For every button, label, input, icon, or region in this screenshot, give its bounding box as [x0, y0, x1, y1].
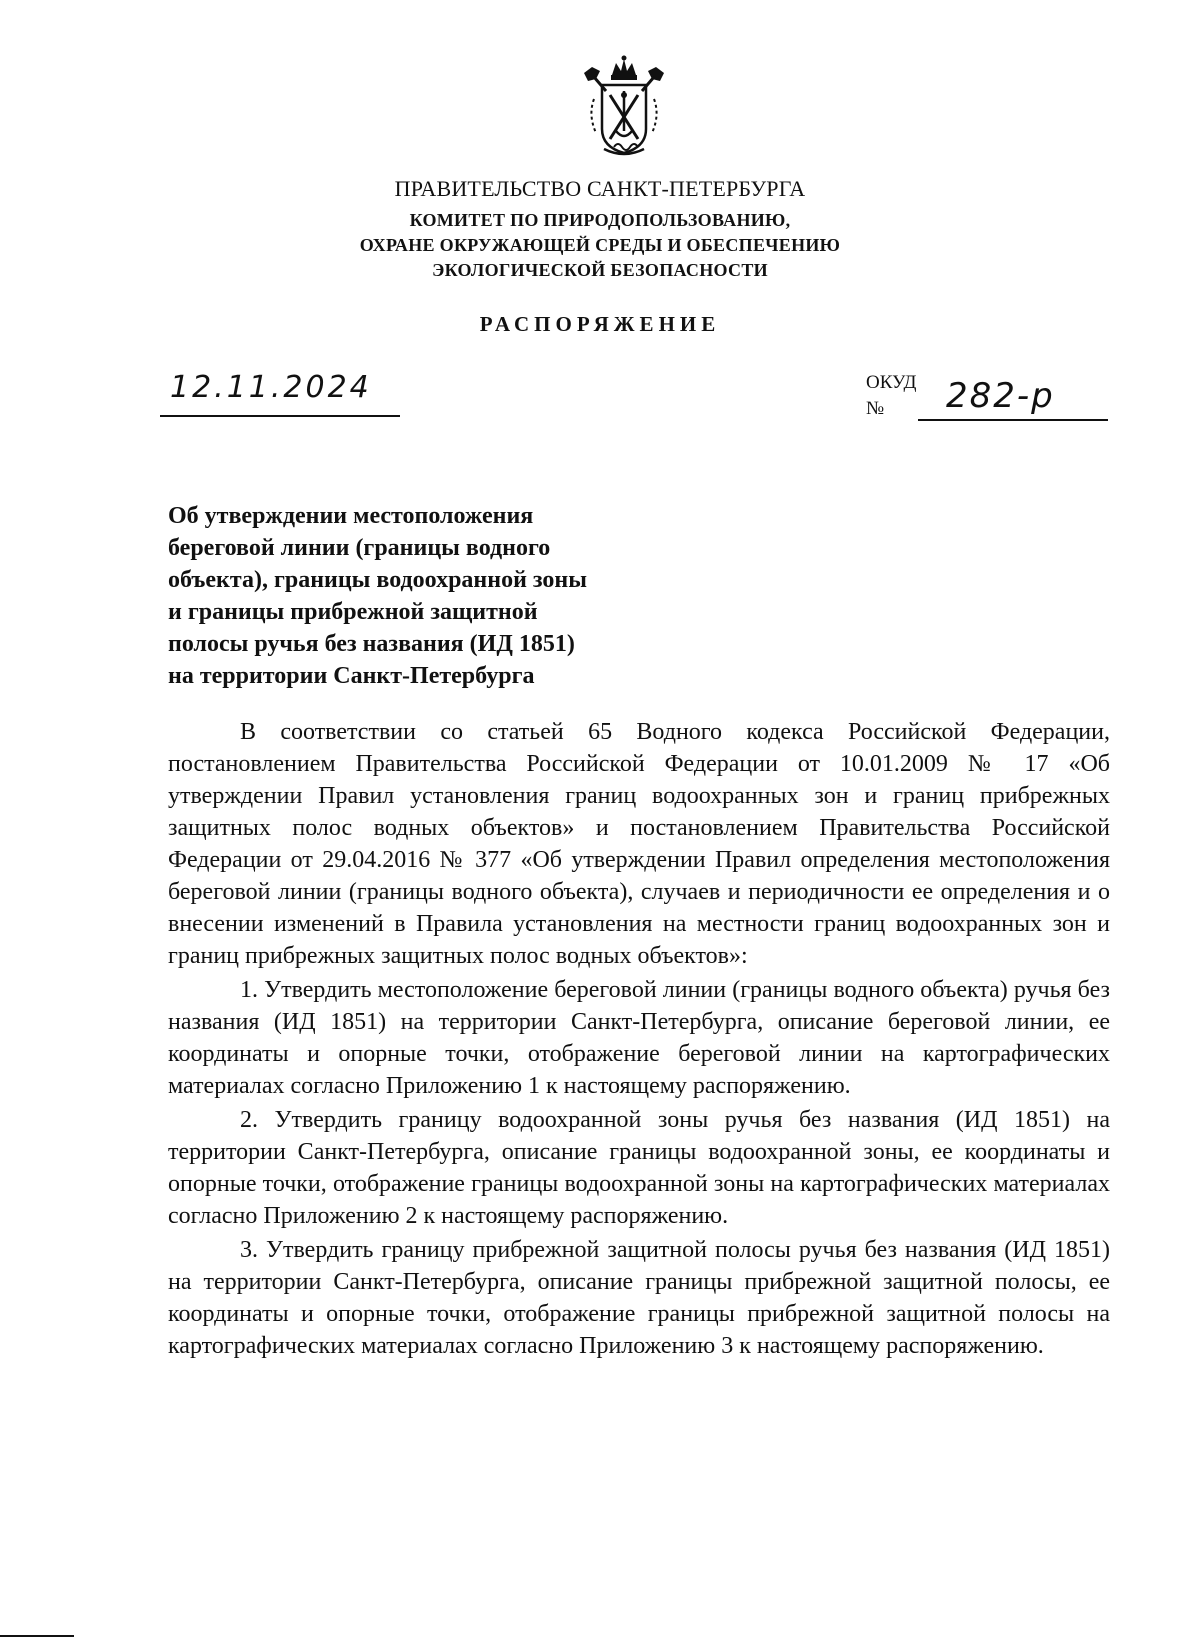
- document-title: [168, 500, 728, 692]
- committee-line: ОХРАНЕ ОКРУЖАЮЩЕЙ СРЕДЫ И ОБЕСПЕЧЕНИЮ: [359, 235, 841, 255]
- preamble-paragraph: В соответствии со статьей 65 Водного кодекса Российской Федерации, постановлением Правительства Российской Федерации от 10.01.2009 № 17 «Об утверждении Правил установления границ водоохранных зон и границ прибрежных защитных полос водных объектов» и постановлением Правительства Российской Федерации от 29.04.2016 № 377 «Об утверждении Правил определения местоположения береговой линии (границы водного объекта), случаев и периодичности ее определения и о внесении изменений в Правила установления на местности границ водоохранных зон и границ прибрежных защитных полос водных объектов»:: [168, 719, 1110, 969]
- committee-line: КОМИТЕТ ПО ПРИРОДОПОЛЬЗОВАНИЮ,: [409, 210, 791, 230]
- title-line: объекта), границы водоохранной зоны: [168, 567, 587, 593]
- scan-edge-mark: [0, 1635, 74, 1637]
- committee-line: ЭКОЛОГИЧЕСКОЙ БЕЗОПАСНОСТИ: [432, 260, 768, 280]
- okud-label: ОКУД: [866, 372, 917, 393]
- title-line: на территории Санкт-Петербурга: [168, 663, 535, 689]
- coat-of-arms-icon: [578, 55, 670, 161]
- government-name: ПРАВИТЕЛЬСТВО САНКТ-ПЕТЕРБУРГА: [394, 176, 806, 201]
- list-item: 3. Утвердить границу прибрежной защитной полосы ручья без названия (ИД 1851) на территории Санкт-Петербурга, описание границы прибрежной защитной полосы, ее координаты и опорные точки, отображение границы прибрежной защитной полосы на картографических материалах согласно Приложению 3 к настоящему распоряжению.: [168, 1237, 1110, 1359]
- title-line: береговой линии (границы водного: [168, 535, 551, 561]
- handwritten-document-number: 282-р: [946, 376, 1055, 416]
- date-underline: [160, 415, 400, 417]
- title-line: и границы прибрежной защитной: [168, 599, 538, 625]
- number-underline: [918, 419, 1108, 421]
- list-item: 2. Утвердить границу водоохранной зоны ручья без названия (ИД 1851) на территории Санкт-Петербурга, описание границы водоохранной зоны, ее координаты и опорные точки, отображение границы водоохранной зоны на картографических материалах согласно Приложению 2 к настоящему распоряжению.: [168, 1107, 1110, 1229]
- document-body: [168, 716, 1110, 1362]
- document-type: РАСПОРЯЖЕНИЕ: [479, 312, 721, 336]
- committee-name: [0, 208, 1200, 283]
- list-item: 1. Утвердить местоположение береговой линии (границы водного объекта) ручья без названия (ИД 1851) на территории Санкт-Петербурга, описание береговой линии, ее координаты и опорные точки, отображение береговой линии на картографических материалах согласно Приложению 1 к настоящему распоряжению.: [168, 977, 1110, 1099]
- title-line: Об утверждении местоположения: [168, 503, 534, 529]
- number-label: №: [866, 398, 885, 419]
- title-line: полосы ручья без названия (ИД 1851): [168, 631, 575, 657]
- handwritten-date: 12.11.2024: [170, 370, 372, 405]
